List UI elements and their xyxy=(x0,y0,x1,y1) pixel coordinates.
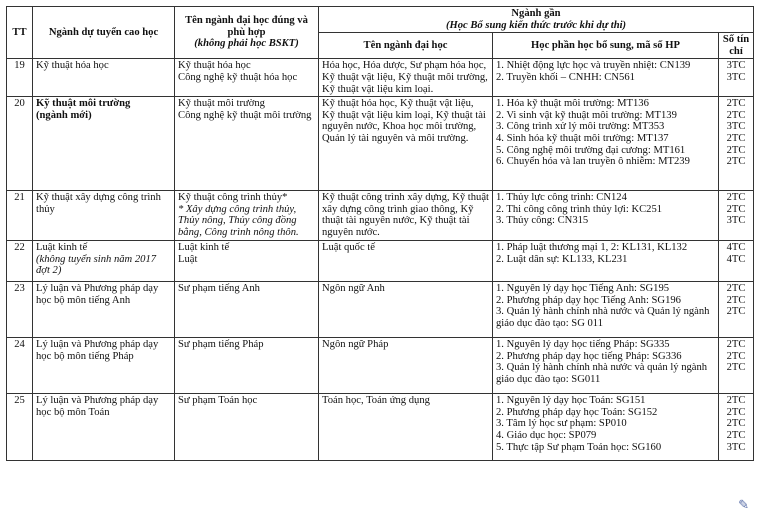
header-ten-nganh-dh: Tên ngành đại học xyxy=(319,33,493,59)
hoc-phan-line: 2. Phương pháp dạy học tiếng Pháp: SG336 xyxy=(496,350,682,362)
hoc-phan-line: 1. Pháp luật thương mại 1, 2: KL131, KL132 xyxy=(496,242,688,254)
nganh-du-tuyen-line: Kỹ thuật hóa học xyxy=(36,60,109,72)
hoc-phan-line: 1. Thủy lực công trình: CN124 xyxy=(496,192,627,204)
nganh-du-tuyen-cell xyxy=(33,338,175,394)
so-tin-chi-value: 2TC xyxy=(726,429,746,441)
header-nganh-gan-note: (Học Bổ sung kiến thức trước khi dự thi) xyxy=(445,19,627,31)
row-number: 19 xyxy=(7,59,33,97)
so-tin-chi-cell xyxy=(719,394,754,461)
so-tin-chi-value: 3TC xyxy=(726,215,746,227)
nganh-du-tuyen-line: Kỹ thuật môi trường xyxy=(36,98,131,110)
hoc-phan-line: 2. Luật dân sự: KL133, KL231 xyxy=(496,253,628,265)
nganh-du-tuyen-line: Luật kinh tế xyxy=(36,242,88,254)
header-nganh-gan-title: Ngành gần xyxy=(511,8,561,19)
hoc-phan-line: 1. Nguyên lý dạy học tiếng Pháp: SG335 xyxy=(496,339,670,351)
so-tin-chi-value: 2TC xyxy=(726,306,746,318)
ten-nganh-dh-cell: Ngôn ngữ Pháp xyxy=(319,338,493,394)
so-tin-chi-value: 2TC xyxy=(726,156,746,168)
ten-nganh-dung-line: Luật kinh tế xyxy=(178,242,230,254)
hoc-phan-line: 2. Truyền khối – CNHH: CN561 xyxy=(496,71,635,83)
ten-nganh-dh-cell: Hóa học, Hóa dược, Sư phạm hóa học, Kỹ thuật vật liệu, Kỹ thuật môi trường, Kỹ thuật vật liệu kim loại. xyxy=(319,59,493,97)
so-tin-chi-value: 2TC xyxy=(726,144,746,156)
hoc-phan-line: 5. Công nghệ môi trường đại cương: MT161 xyxy=(496,144,686,156)
so-tin-chi-value: 2TC xyxy=(726,339,746,351)
so-tin-chi-value: 4TC xyxy=(726,253,746,265)
hoc-phan-line: 2. Vi sinh vật kỹ thuật môi trường: MT139 xyxy=(496,109,677,121)
ten-nganh-dung-line: Công nghệ kỹ thuật môi trường xyxy=(178,109,312,121)
nganh-du-tuyen-line: Kỹ thuật xây dựng công trình thủy xyxy=(36,192,161,215)
hoc-phan-cell xyxy=(493,338,719,394)
ten-nganh-dung-line: Kỹ thuật môi trường xyxy=(178,98,265,110)
hoc-phan-line: 2. Phương pháp dạy học Tiếng Anh: SG196 xyxy=(496,294,681,306)
header-ten-nganh-dung xyxy=(175,7,319,59)
so-tin-chi-value: 2TC xyxy=(726,418,746,430)
row-number: 24 xyxy=(7,338,33,394)
so-tin-chi-value: 2TC xyxy=(726,192,746,204)
ten-nganh-dung-cell xyxy=(175,59,319,97)
hoc-phan-cell xyxy=(493,59,719,97)
so-tin-chi-cell xyxy=(719,97,754,191)
ten-nganh-dh-cell: Toán học, Toán ứng dụng xyxy=(319,394,493,461)
header-nganh-du-tuyen: Ngành dự tuyển cao học xyxy=(33,7,175,59)
ten-nganh-dung-cell xyxy=(175,97,319,191)
nganh-du-tuyen-cell xyxy=(33,282,175,338)
table-row xyxy=(7,394,754,461)
so-tin-chi-value: 2TC xyxy=(726,395,746,407)
so-tin-chi-cell xyxy=(719,282,754,338)
ten-nganh-dung-line: Sư phạm tiếng Anh xyxy=(178,283,260,295)
nganh-du-tuyen-cell xyxy=(33,191,175,241)
so-tin-chi-value: 4TC xyxy=(726,242,746,254)
hoc-phan-cell xyxy=(493,394,719,461)
ten-nganh-dung-line: Sư phạm Toán học xyxy=(178,395,258,407)
header-nganh-gan xyxy=(319,7,754,33)
hoc-phan-line: 1. Nhiệt động lực học và truyền nhiệt: CN139 xyxy=(496,60,691,72)
hoc-phan-line: 3. Công trình xử lý môi trường: MT353 xyxy=(496,121,665,133)
so-tin-chi-cell xyxy=(719,338,754,394)
nganh-du-tuyen-line: Lý luận và Phương pháp dạy học bộ môn tiếng Anh xyxy=(36,283,159,306)
so-tin-chi-cell xyxy=(719,59,754,97)
row-number: 20 xyxy=(7,97,33,191)
nganh-du-tuyen-line: Lý luận và Phương pháp dạy học bộ môn tiếng Pháp xyxy=(36,339,159,362)
ten-nganh-dh-cell: Luật quốc tế xyxy=(319,241,493,282)
so-tin-chi-value: 2TC xyxy=(726,283,746,295)
nganh-du-tuyen-line: Lý luận và Phương pháp dạy học bộ môn Toán xyxy=(36,395,159,418)
so-tin-chi-value: 2TC xyxy=(726,109,746,121)
so-tin-chi-value: 2TC xyxy=(726,203,746,215)
nganh-du-tuyen-cell xyxy=(33,59,175,97)
so-tin-chi-value: 3TC xyxy=(726,441,746,453)
so-tin-chi-value: 2TC xyxy=(726,98,746,110)
hoc-phan-cell xyxy=(493,241,719,282)
hoc-phan-cell xyxy=(493,282,719,338)
hoc-phan-line: 3. Quản lý hành chính nhà nước và Quản lý ngành giáo dục đào tạo: SG 011 xyxy=(496,306,710,329)
hoc-phan-cell xyxy=(493,97,719,191)
so-tin-chi-value: 3TC xyxy=(726,121,746,133)
admissions-table xyxy=(6,6,754,461)
header-ten-nganh-dung-note: (không phải học BSKT) xyxy=(194,38,299,50)
ten-nganh-dung-line: Công nghệ kỹ thuật hóa học xyxy=(178,71,298,83)
ten-nganh-dh-cell: Ngôn ngữ Anh xyxy=(319,282,493,338)
hoc-phan-line: 1. Hóa kỹ thuật môi trường: MT136 xyxy=(496,98,649,110)
hoc-phan-line: 2. Phương pháp dạy học Toán: SG152 xyxy=(496,406,658,418)
so-tin-chi-value: 2TC xyxy=(726,132,746,144)
table-row xyxy=(7,338,754,394)
hoc-phan-line: 6. Chuyển hóa và lan truyền ô nhiễm: MT239 xyxy=(496,156,690,168)
hoc-phan-line: 3. Quản lý hành chính nhà nước và quản lý ngành giáo dục đào tạo: SG011 xyxy=(496,362,708,385)
table-row xyxy=(7,59,754,97)
nganh-du-tuyen-cell xyxy=(33,241,175,282)
row-number: 22 xyxy=(7,241,33,282)
row-number: 23 xyxy=(7,282,33,338)
ten-nganh-dung-cell xyxy=(175,394,319,461)
header-tt: TT xyxy=(7,7,33,59)
nganh-du-tuyen-note: (không tuyển sinh năm 2017 đợt 2) xyxy=(36,253,157,277)
ten-nganh-dung-line: Luật xyxy=(178,253,198,265)
ten-nganh-dung-line: Kỹ thuật hóa học xyxy=(178,60,251,72)
header-hoc-phan: Học phần học bổ sung, mã số HP xyxy=(493,33,719,59)
nganh-du-tuyen-line: (ngành mới) xyxy=(36,109,92,121)
ten-nganh-dung-cell xyxy=(175,191,319,241)
nganh-du-tuyen-cell xyxy=(33,97,175,191)
hoc-phan-line: 3. Tâm lý học sư phạm: SP010 xyxy=(496,418,627,430)
hoc-phan-cell xyxy=(493,191,719,241)
so-tin-chi-value: 3TC xyxy=(726,60,746,72)
hoc-phan-line: 4. Giáo dục học: SP079 xyxy=(496,429,597,441)
ten-nganh-dung-note: * Xây dựng công trình thủy, Thủy nông, Thủy công đồng bằng, Công trình nông thôn. xyxy=(178,203,299,238)
header-so-tin-chi: Số tín chỉ xyxy=(719,33,754,59)
table-row xyxy=(7,241,754,282)
so-tin-chi-value: 2TC xyxy=(726,362,746,374)
hoc-phan-line: 1. Nguyên lý dạy học Toán: SG151 xyxy=(496,395,646,407)
so-tin-chi-value: 3TC xyxy=(726,71,746,83)
ten-nganh-dung-line: Sư phạm tiếng Pháp xyxy=(178,339,264,351)
so-tin-chi-value: 2TC xyxy=(726,294,746,306)
so-tin-chi-value: 2TC xyxy=(726,350,746,362)
table-row xyxy=(7,97,754,191)
so-tin-chi-cell xyxy=(719,191,754,241)
nganh-du-tuyen-cell xyxy=(33,394,175,461)
table-row xyxy=(7,282,754,338)
ten-nganh-dh-cell: Kỹ thuật công trình xây dựng, Kỹ thuật xây dựng công trình giao thông, Kỹ thuật tài nguyên nước, Kỹ thuật tài nguyên nước. xyxy=(319,191,493,241)
ten-nganh-dh-cell: Kỹ thuật hóa học, Kỹ thuật vật liệu, Kỹ thuật vật liệu kim loại, Kỹ thuật tài nguyên nước, Khoa học môi trường, Quản lý tài nguyên và môi trường. xyxy=(319,97,493,191)
table-row xyxy=(7,191,754,241)
hoc-phan-line: 3. Thủy công: CN315 xyxy=(496,215,589,227)
hoc-phan-line: 4. Sinh hóa kỹ thuật môi trường: MT137 xyxy=(496,132,669,144)
ten-nganh-dung-cell xyxy=(175,241,319,282)
header-row-1 xyxy=(7,7,754,33)
table-body xyxy=(7,59,754,461)
so-tin-chi-value: 2TC xyxy=(726,406,746,418)
ten-nganh-dung-cell xyxy=(175,338,319,394)
so-tin-chi-cell xyxy=(719,241,754,282)
ten-nganh-dung-cell xyxy=(175,282,319,338)
pen-mark-icon: ✎ xyxy=(738,497,749,512)
row-number: 21 xyxy=(7,191,33,241)
header-ten-nganh-dung-title: Tên ngành đại học đúng và phù hợp xyxy=(185,15,308,38)
hoc-phan-line: 1. Nguyên lý dạy học Tiếng Anh: SG195 xyxy=(496,283,670,295)
hoc-phan-line: 2. Thi công công trình thủy lợi: KC251 xyxy=(496,203,663,215)
ten-nganh-dung-line: Kỹ thuật công trình thủy* xyxy=(178,192,288,204)
row-number: 25 xyxy=(7,394,33,461)
hoc-phan-line: 5. Thực tập Sư phạm Toán học: SG160 xyxy=(496,441,662,453)
